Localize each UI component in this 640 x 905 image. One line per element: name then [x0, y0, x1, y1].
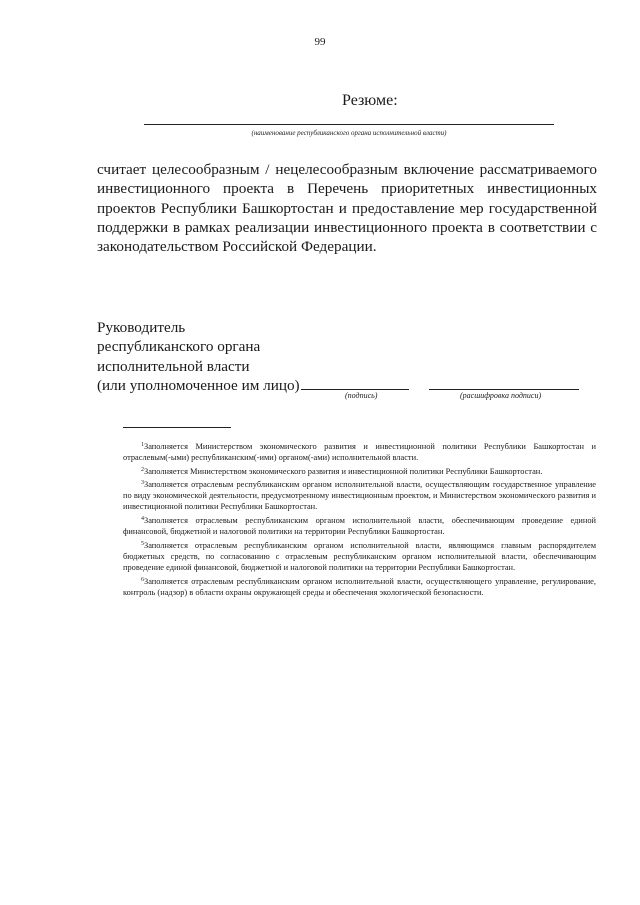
signature-line-4: (или уполномоченное им лицо)	[97, 376, 300, 394]
footnote	[123, 539, 596, 573]
signature-line-3: исполнительной власти	[97, 357, 250, 375]
footnote-text: Заполняется Министерством экономического развития и инвестиционной политики Республики Башкортостан.	[144, 466, 543, 476]
org-name-caption: (наименование республиканского органа исполнительной власти)	[251, 129, 447, 137]
footnote-separator	[123, 427, 231, 428]
footnotes	[123, 440, 596, 599]
footnote	[123, 440, 596, 463]
footnote	[123, 465, 596, 477]
signature-caption: (подпись)	[345, 391, 378, 400]
footnote-marker: 6	[141, 576, 144, 583]
footnote-text: Заполняется Министерством экономического развития и инвестиционной политики Республики Башкортостан и отраслевым(-ыми) республиканским(-ими) органом(-ами) исполнительной власти.	[123, 442, 596, 463]
signature-block	[97, 318, 579, 395]
footnote-marker: 1	[141, 442, 144, 448]
signature-line-2: республиканского органа	[97, 338, 261, 356]
footnote-marker: 5	[141, 540, 144, 547]
org-name-blank-line	[144, 124, 554, 125]
footnote-marker: 2	[141, 466, 144, 473]
resume-title: Резюме:	[342, 92, 398, 109]
footnote-text: Заполняется отраслевым республиканским органом исполнительной власти, осуществляющим государственное управление по виду экономической деятельности, предусмотренному инвестиционным проектом, и Министерством экономического развития и инвестиционной политики Республики Башкортостан.	[123, 480, 596, 512]
footnote-marker: 3	[141, 480, 144, 487]
footnote-text: Заполняется отраслевым республиканским органом исполнительной власти, обеспечивающим проведение единой финансовой, бюджетной и налоговой политики на территории Республики Башкортостан.	[123, 516, 596, 537]
signature-line-1: Руководитель	[97, 319, 186, 336]
footnote	[123, 575, 596, 598]
signature-decoding-blank	[429, 388, 579, 390]
signature-decoding-caption: (расшифровка подписи)	[460, 391, 542, 400]
resume-body-text: считает целесообразным / нецелесообразным включение рассматриваемого инвестиционного проекта в Перечень приоритетных инвестиционных проектов Республики Башкортостан и предоставление мер государственной поддержки в рамках реализации инвестиционного проекта в соответствии с законодательством Российской Федерации.	[97, 161, 597, 256]
footnote	[123, 514, 596, 537]
signature-blank	[301, 388, 409, 390]
footnote	[123, 478, 596, 512]
page-number: 99	[314, 36, 326, 48]
footnote-marker: 4	[141, 516, 144, 523]
footnote-text: Заполняется отраслевым республиканским органом исполнительной власти, осуществляющего управление, регулирование, контроль (надзор) в области охраны окружающей среды и обеспечения экологической безопасности.	[123, 576, 596, 597]
footnote-text: Заполняется отраслевым республиканским органом исполнительной власти, являющимся главным распорядителем бюджетных средств, по согласованию с отраслевым республиканским органом исполнительной власти, обеспечивающим проведение единой финансовой, бюджетной и налоговой политики на территории Республики Башкортостан.	[123, 540, 596, 572]
